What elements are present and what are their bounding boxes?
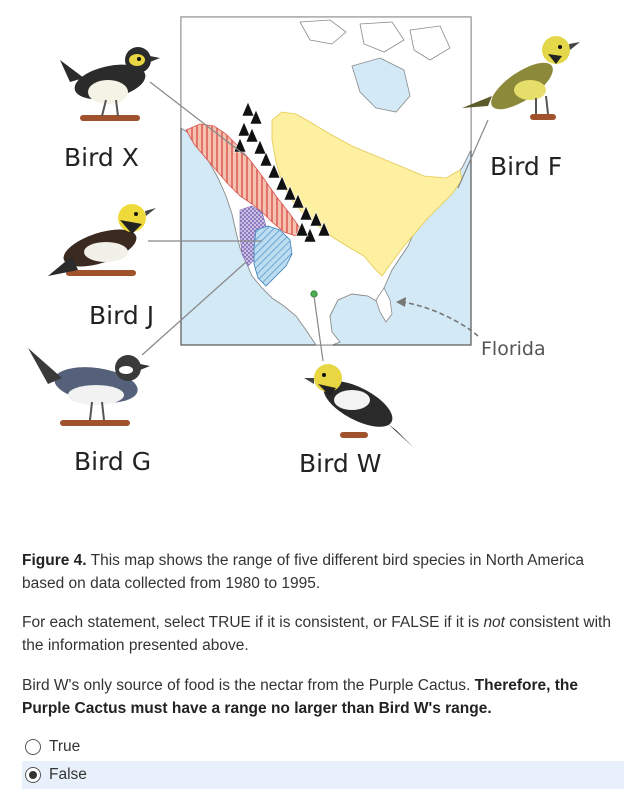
figure-caption (22, 549, 617, 595)
bird-f-illustration (462, 36, 580, 120)
figure-caption-label: Figure 4. (22, 552, 87, 569)
label-bird-w: Bird W (299, 449, 382, 478)
label-bird-x: Bird X (64, 143, 139, 172)
radio-false[interactable] (25, 767, 41, 783)
radio-true[interactable] (25, 739, 41, 755)
label-bird-j: Bird J (89, 301, 155, 330)
label-bird-g: Bird G (74, 447, 152, 476)
statement-bold-text: Therefore, the Purple Cactus must have a range no larger than Bird W's range. (22, 677, 579, 717)
figure-caption-text: This map shows the range of five different bird species in North America based on data collected from 1980 to 1995. (22, 552, 585, 592)
bird-g-illustration (28, 348, 150, 426)
radio-false-dot (29, 771, 37, 779)
option-false[interactable] (22, 761, 624, 789)
bird-x-illustration (60, 47, 160, 121)
label-bird-f: Bird F (490, 152, 563, 181)
option-true[interactable] (22, 733, 624, 761)
bird-j-illustration (48, 204, 156, 276)
instructions-part2: consistent with the information presented above. (22, 614, 611, 654)
option-false-label: False (49, 766, 87, 783)
instructions-emphasis: not (483, 614, 505, 631)
label-florida: Florida (481, 338, 546, 360)
bird-w-illustration (304, 364, 414, 448)
statement-text: Bird W's only source of food is the nectar from the Purple Cactus. (22, 677, 475, 694)
instructions-part1: For each statement, select TRUE if it is consistent, or FALSE if it is (22, 614, 484, 631)
instructions (22, 611, 617, 657)
statement (22, 674, 617, 720)
option-true-label: True (49, 738, 81, 755)
